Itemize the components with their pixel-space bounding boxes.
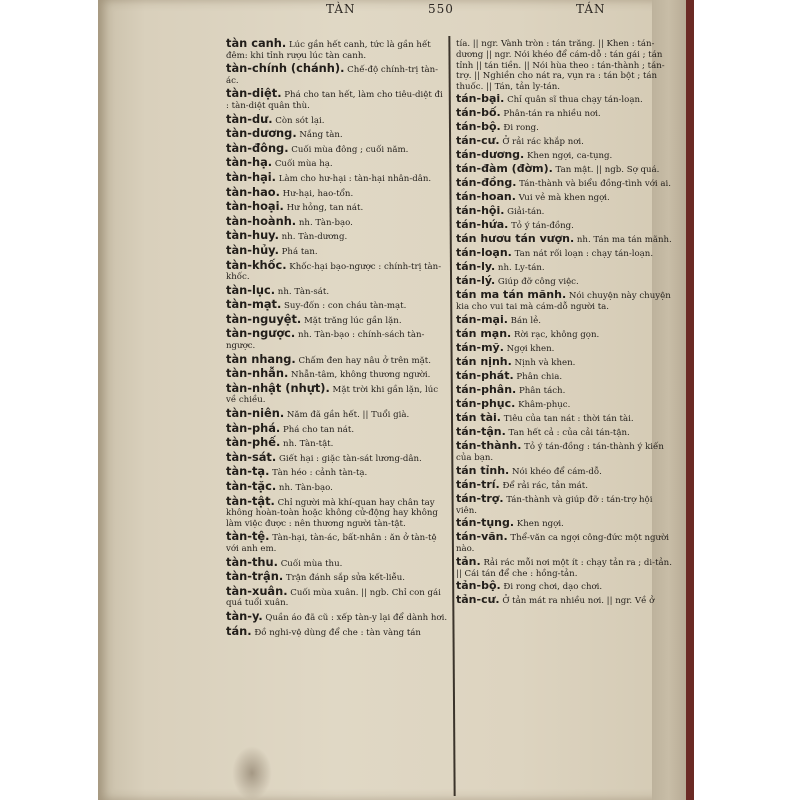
entry-headword: tàn-phế. [226,435,281,450]
entry-headword: tán-trợ. [456,491,504,505]
entry-headword: tán-tận. [456,424,506,438]
entry-headword: tàn-tặc. [226,479,277,493]
entry-definition: Phân-tán ra nhiều nơi. [503,109,601,120]
entry-definition: Tỏ ý tán-đồng : tán-thành ý kiến của bạn. [456,441,664,463]
dictionary-entry [226,86,448,111]
entry-headword: tàn-xuân. [226,583,288,598]
entry-headword: tán-cư. [456,134,500,148]
dictionary-entry [456,478,676,492]
dictionary-entry [226,464,448,479]
entry-headword: tán-đàm (đờm). [456,162,553,176]
dictionary-entry [456,246,676,260]
dictionary-entry [226,421,448,436]
entry-definition: tía. || ngr. Vành tròn : tán trăng. || Khen : tán-dương || ngr. Nói khéo để cám-dỗ : tán gái ; tán tỉnh || tán tiền. || Nói hùa theo : tán-thành ; tán-trợ. || Nghiền cho nát ra, vụn ra : tán bột ; tán thuốc. || Tán, tản ly-tán. [456,39,665,92]
entry-headword: tán-thành. [456,438,522,452]
entry-headword: tàn-hoại. [226,199,284,214]
entry-definition: Cuối mùa đông ; cuối năm. [291,144,409,155]
dictionary-entry [226,243,448,258]
entry-definition: Thể-văn ca ngợi công-đức một người nào. [456,533,669,555]
dictionary-entry [226,185,448,200]
dictionary-entry [226,170,448,185]
dictionary-entry [226,199,448,214]
dictionary-entry [226,529,448,554]
entry-headword: tàn-nhẫn. [226,366,289,381]
entry-definition: Tán-thành và biểu đồng-tình với ai. [519,179,672,190]
entry-definition: Lúc gần hết canh, tức là gần hết đêm: khi tỉnh rượu lúc tàn canh. [226,40,431,61]
dictionary-entry [456,176,676,190]
entry-definition: Đi rong. [503,123,539,134]
dictionary-entry [456,218,676,232]
entry-definition: Khâm-phục. [518,399,571,410]
entry-definition: Năm đã gần hết. || Tuổi già. [286,410,410,421]
entry-headword: tán. [226,623,252,638]
dictionary-entry [226,283,448,298]
entry-headword: tàn-dư. [226,111,273,126]
dictionary-entry [456,232,676,246]
book-binding [686,0,694,800]
dictionary-entry [456,369,676,383]
entry-headword: tàn-mạt. [226,297,282,312]
entry-definition: Ngợi khen. [506,343,555,354]
entry-headword: tán-lý. [456,274,496,288]
entry-definition: Bán lẻ. [510,315,541,326]
dictionary-entry [226,297,448,312]
entry-definition: Giải-tán. [507,207,545,218]
entry-definition: Khen ngợi, ca-tụng. [526,151,613,162]
dictionary-entry [226,214,448,229]
entry-definition: nh. Tàn-bạo. [278,483,333,493]
dictionary-entry [226,141,448,156]
entry-headword: tán-mỹ. [456,340,504,354]
entry-definition: Phá tan. [281,246,318,257]
entry-definition: Quần áo đã cũ : xếp tàn-y lại để dành hơi. [265,612,448,623]
entry-definition: Tan mật. || ngb. Sợ quá. [555,165,660,176]
entry-definition: Còn sót lại. [275,115,325,126]
entry-headword: tán-hội. [456,204,505,218]
entry-definition: Rời rạc, không gọn. [513,329,600,340]
entry-headword: tàn-diệt. [226,86,282,101]
dictionary-entry [456,355,676,369]
entry-definition: Tàn héo : cảnh tàn-tạ. [272,468,368,479]
entry-headword: tàn-tật. [226,493,275,508]
entry-definition: nh. Tán ma tán mãnh. [576,235,672,246]
thumb-smudge [232,746,272,800]
dictionary-entry [456,120,676,134]
entry-headword: tàn-lục. [226,282,276,297]
entry-definition: Đi rong chơi, dạo chơi. [503,582,603,593]
dictionary-entry [456,492,676,517]
entry-headword: tán-mại. [456,312,508,326]
entry-definition: nh. Tàn-dương. [281,232,348,243]
entry-definition: Suy-đốn : con cháu tàn-mạt. [284,301,407,312]
right-column [456,36,676,607]
entry-definition: Đồ nghi-vệ dùng để che : tàn vàng tán [254,627,421,638]
dictionary-entry [456,36,676,92]
entry-headword: tàn-khốc. [226,257,287,272]
entry-headword: tán-phát. [456,368,514,382]
entry-definition: Tiêu của tan nát : thời tán tài. [503,413,634,424]
entry-definition: Nói chuyện này chuyện kia cho vui tai mà cám-dỗ người ta. [456,291,671,313]
entry-headword: tán-phục. [456,396,516,410]
dictionary-entry [226,584,448,609]
entry-headword: tán-bố. [456,106,501,120]
dictionary-entry [226,112,448,127]
entry-headword: tàn-nguyệt. [226,311,302,326]
dictionary-entry [226,450,448,465]
entry-headword: tán nịnh. [456,354,512,368]
entry-definition: Chỉ người mà khí-quan hay chân tay không hoàn-toàn hoặc không cử-động hay không làm việc được : nên thương người tàn-tật. [226,497,438,529]
entry-definition: Giúp đỡ công việc. [497,277,579,288]
entry-headword: tàn-trận. [226,569,284,584]
entry-definition: Nắng tàn. [299,130,343,141]
running-head-left: TÀN [326,2,356,16]
dictionary-entry [226,435,448,450]
entry-headword: tán-bại. [456,92,505,106]
entry-headword: tàn-huy. [226,228,279,243]
entry-definition: Phân chia. [516,371,563,382]
dictionary-entry [456,148,676,162]
entry-definition: Ở tản mát ra nhiều nơi. || ngr. Về ở [502,596,655,607]
dictionary-entry [456,190,676,204]
entry-headword: tán ma tán mãnh. [456,288,567,302]
dictionary-entry [456,288,676,313]
entry-definition: nh. Tàn-bạo : chính-sách tàn-ngược. [226,330,425,352]
dictionary-entry [226,406,448,421]
dictionary-entry [226,352,448,367]
entry-definition: Chỉ quân sĩ thua chạy tán-loạn. [507,95,643,106]
dictionary-entry [456,134,676,148]
dictionary-entry [456,464,676,478]
entry-definition: Vui vẻ mà khen ngợi. [518,193,610,204]
entry-headword: tàn-chính (chánh). [226,61,345,76]
dictionary-entry [226,555,448,570]
dictionary-entry [456,439,676,464]
entry-definition: Nhẫn-tâm, không thương người. [291,370,431,381]
dictionary-entry [226,155,448,170]
dictionary-entry [226,609,448,624]
entry-headword: tàn-thu. [226,554,278,569]
entry-headword: tàn-dương. [226,126,297,141]
entry-definition: nh. Ly-tán. [497,263,545,274]
entry-definition: Làm cho hư-hại : tàn-hại nhân-dân. [278,173,432,184]
entry-headword: tàn-phá. [226,420,281,435]
dictionary-entry [456,579,676,593]
dictionary-entry [456,162,676,176]
entry-headword: tàn-y. [226,608,263,623]
entry-definition: Ở rải rác khắp nơi. [502,137,584,148]
entry-definition: Phá cho tan hết, làm cho tiêu-diệt đi : tàn-diệt quân thù. [226,90,443,111]
dictionary-entry [226,494,448,530]
dictionary-entry [456,92,676,106]
entry-definition: Chấm đen hay nâu ở trên mặt. [298,355,431,366]
dictionary-entry [226,326,448,351]
entry-headword: tán-loạn. [456,246,512,260]
entry-definition: nh. Tàn-sát. [277,286,330,297]
entry-definition: Rải rác mỗi nơi một ít : chạy tản ra ; di-tản. || Cái tán để che : hồng-tản. [456,557,672,579]
entry-headword: tàn-hạ. [226,155,273,170]
entry-headword: tán-bộ. [456,120,501,134]
entry-definition: Trận đánh sắp sửa kết-liễu. [285,573,406,584]
entry-headword: tán-phân. [456,382,517,396]
entry-headword: tàn-đông. [226,140,289,155]
entry-headword: tán tỉnh. [456,463,510,477]
dictionary-entry [456,411,676,425]
dictionary-entry [456,274,676,288]
entry-definition: Nói khéo để cám-dỗ. [511,466,602,477]
dictionary-entry [226,381,448,406]
entry-definition: Mặt trăng lúc gần lặn. [304,315,402,326]
entry-headword: tàn-tạ. [226,464,270,479]
dictionary-entry [456,530,676,555]
entry-headword: tàn-tệ. [226,529,270,544]
entry-headword: tàn nhang. [226,351,296,366]
running-head-right: TÁN [576,2,606,16]
dictionary-entry [226,258,448,283]
entry-headword: tản-cư. [456,593,500,607]
dictionary-entry [456,341,676,355]
entry-headword: tàn-hoành. [226,213,297,228]
entry-definition: nh. Tàn-bạo. [298,217,353,228]
dictionary-entry [226,366,448,381]
entry-headword: tán-hoan. [456,190,516,204]
entry-definition: Chế-độ chính-trị tàn-ác. [226,65,439,86]
page-number: 550 [428,2,454,16]
entry-headword: tàn-niên. [226,406,285,421]
dictionary-entry [456,260,676,274]
dictionary-entry [456,593,676,607]
entry-headword: tán tài. [456,410,501,424]
dictionary-entry [226,479,448,494]
entry-headword: tán-trí. [456,477,500,491]
entry-headword: tán-hứa. [456,218,509,232]
entry-definition: Nịnh và khen. [514,357,576,368]
entry-headword: tán mạn. [456,326,512,340]
entry-headword: tản. [456,554,481,568]
dictionary-entry [226,61,448,86]
entry-headword: tán-văn. [456,530,508,544]
entry-headword: tán hươu tán vượn. [456,232,575,246]
entry-definition: nh. Tàn-tật. [283,439,334,450]
entry-definition: Cuối mùa thu. [280,558,343,569]
dictionary-entry [456,397,676,411]
dictionary-entry [456,425,676,439]
entry-definition: Cuối mùa hạ. [274,159,333,170]
entry-definition: Để rải rác, tản mát. [502,480,588,491]
entry-definition: Hư hỏng, tan nát. [286,203,364,214]
entry-definition: Phá cho tan nát. [282,424,355,435]
entry-definition: Tan hết cả : của cải tán-tận. [508,427,630,438]
dictionary-entry [226,228,448,243]
dictionary-entry [456,313,676,327]
dictionary-entry [226,36,448,61]
dictionary-entry [226,126,448,141]
dictionary-entry [226,624,448,639]
left-column [226,36,448,638]
dictionary-entry [456,555,676,580]
dictionary-entry [456,106,676,120]
entry-headword: tán-dương. [456,148,525,162]
dictionary-entry [456,516,676,530]
dictionary-entry [456,204,676,218]
entry-headword: tán-tụng. [456,516,515,530]
entry-headword: tàn-nhật (nhựt). [226,380,330,395]
entry-headword: tàn-hại. [226,169,276,184]
entry-definition: Tàn-hại, tàn-ác, bất-nhân : ăn ở tàn-tệ với anh em. [226,533,437,554]
entry-headword: tán-đồng. [456,176,517,190]
entry-definition: Khốc-hại bạo-ngược : chính-trị tàn-khốc. [226,261,442,283]
entry-headword: tàn canh. [226,36,287,50]
entry-definition: Cuối mùa xuân. || ngb. Chỉ con gái quá tuổi xuân. [226,587,441,609]
entry-headword: tàn-sát. [226,449,277,464]
entry-definition: Hư-hại, hao-tổn. [282,188,354,199]
entry-definition: Phân tách. [518,385,566,396]
entry-definition: Tan nát rối loạn : chạy tán-loạn. [514,249,654,260]
dictionary-entry [226,569,448,584]
entry-headword: tàn-ngược. [226,326,296,341]
entry-headword: tàn-hao. [226,184,280,199]
dictionary-entry [226,312,448,327]
entry-definition: Khen ngợi. [516,519,564,530]
entry-headword: tàn-hủy. [226,242,279,257]
entry-headword: tán-ly. [456,260,496,274]
entry-definition: Tỏ ý tán-đồng. [511,221,574,232]
dictionary-entry [456,383,676,397]
entry-definition: Tán-thành và giúp đỡ : tán-trợ hội viên. [456,494,653,516]
entry-definition: Giết hại : giặc tàn-sát lương-dân. [278,453,422,464]
entry-headword: tản-bộ. [456,579,501,593]
dictionary-entry [456,327,676,341]
entry-definition: Mặt trời khi gần lặn, lúc về chiều. [226,384,439,406]
